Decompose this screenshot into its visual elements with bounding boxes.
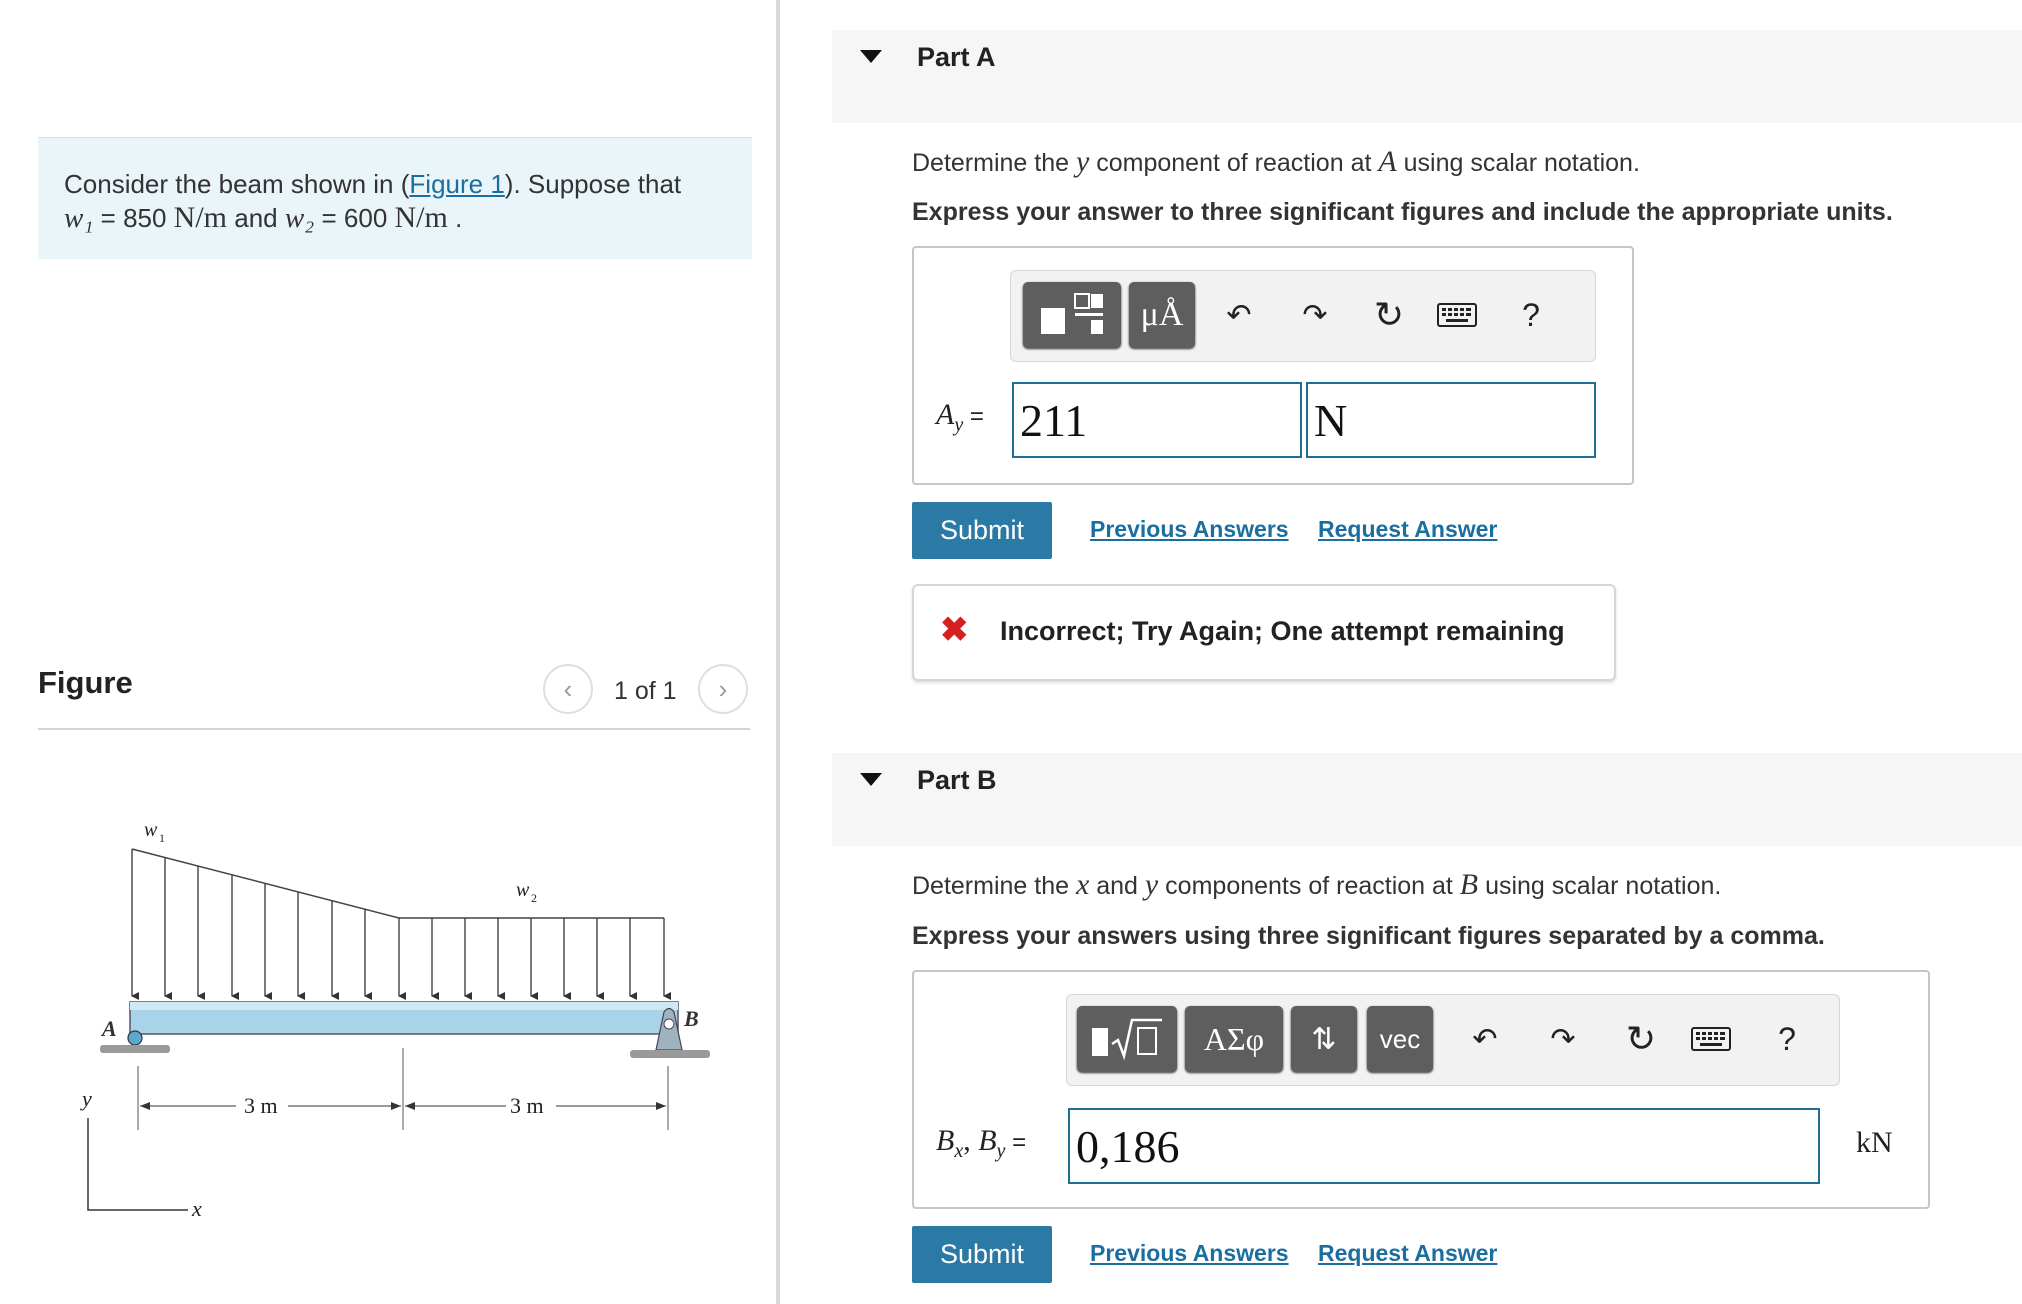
w1-unit: N/m — [173, 201, 228, 234]
part-a-previous-answers-link[interactable]: Previous Answers — [1090, 516, 1289, 542]
intro-text-pre: Consider the beam shown in ( — [64, 169, 410, 199]
collapse-triangle-icon[interactable] — [860, 773, 882, 786]
figure-link[interactable]: Figure 1 — [409, 169, 505, 199]
templates-icon — [1037, 290, 1107, 340]
q-var: y — [1075, 145, 1090, 178]
redo-icon[interactable]: ↷ — [1550, 1022, 1576, 1056]
x-axis-label: x — [192, 1196, 202, 1221]
collapse-triangle-icon[interactable] — [860, 50, 882, 63]
arrows-button[interactable]: ⇅ — [1291, 1006, 1357, 1072]
q-text: using scalar notation. — [1478, 872, 1722, 900]
part-b-value-input[interactable]: 0,186 — [1068, 1108, 1820, 1184]
point-a-label: A — [102, 1016, 117, 1041]
templates-button[interactable] — [1023, 282, 1121, 348]
roller-support-a — [128, 1031, 142, 1045]
pin-b — [664, 1019, 674, 1029]
dim-label-2: 3 m — [510, 1093, 544, 1118]
part-a-unit-input[interactable]: N — [1306, 382, 1596, 458]
part-a-submit-button[interactable]: Submit — [912, 502, 1052, 559]
label-a-sub: y — [954, 414, 964, 436]
ground-b — [630, 1050, 710, 1058]
part-b-question — [912, 868, 1721, 902]
part-b-input-label — [936, 1124, 1026, 1163]
w1-label-sub: 1 — [159, 831, 165, 845]
prev-figure-button[interactable] — [543, 664, 593, 714]
w1-label: w — [144, 819, 158, 841]
q-text: Determine the — [912, 149, 1076, 177]
keyboard-icon[interactable] — [1437, 303, 1477, 332]
w2-label-sub: 2 — [531, 891, 537, 905]
chevron-left-icon: ‹ — [563, 673, 573, 704]
w2-value: = 600 — [314, 203, 395, 233]
y-axis-label: y — [82, 1086, 92, 1111]
part-a-title: Part A — [917, 42, 996, 72]
label-eq: = — [963, 403, 984, 430]
label-by: B — [978, 1124, 997, 1157]
problem-intro-box — [38, 137, 752, 259]
part-b-title: Part B — [917, 765, 997, 795]
label-comma: , — [963, 1124, 979, 1157]
part-a-answer-box — [912, 246, 1634, 485]
w1-value: = 850 — [93, 203, 174, 233]
load-profile — [132, 849, 664, 918]
label-bx-sub: x — [954, 1140, 964, 1162]
figure-separator — [38, 728, 750, 730]
q-text: components of reaction at — [1158, 872, 1460, 900]
chevron-right-icon: › — [718, 673, 728, 704]
w2-label: w — [516, 879, 530, 901]
undo-icon[interactable]: ↶ — [1226, 298, 1252, 332]
part-b-toolbar — [1066, 994, 1840, 1086]
point-b-label: B — [684, 1006, 699, 1031]
part-a-question — [912, 145, 1640, 179]
part-b-request-answer-link[interactable]: Request Answer — [1318, 1240, 1498, 1266]
incorrect-x-icon: ✖ — [940, 611, 969, 649]
reset-icon[interactable]: ↻ — [1625, 1018, 1657, 1059]
part-a-value-input[interactable]: 211 — [1012, 382, 1302, 458]
part-b-answer-box — [912, 970, 1930, 1209]
dim-label-1: 3 m — [244, 1093, 278, 1118]
part-b-previous-answers-link[interactable]: Previous Answers — [1090, 1240, 1289, 1266]
q-text: Determine the — [912, 872, 1076, 900]
feedback-text: Incorrect; Try Again; One attempt remaining — [1000, 616, 1565, 646]
label-a: A — [936, 398, 955, 431]
intro-text-post: ). Suppose that — [504, 169, 682, 199]
part-a-feedback — [912, 584, 1616, 681]
q-point: A — [1378, 145, 1397, 178]
q-text: component of reaction at — [1089, 149, 1379, 177]
q-text: and — [1089, 872, 1145, 900]
q-point: B — [1459, 868, 1479, 901]
label-by-sub: y — [996, 1140, 1006, 1162]
w1-symbol: w₁ — [64, 202, 94, 234]
next-figure-button[interactable] — [698, 664, 748, 714]
q-var-x: x — [1075, 868, 1090, 901]
part-a-header[interactable] — [832, 30, 2022, 123]
label-bx: B — [936, 1124, 955, 1157]
help-icon[interactable]: ? — [1778, 1020, 1796, 1057]
part-b-unit-label: kN — [1856, 1126, 1893, 1159]
redo-icon[interactable]: ↷ — [1302, 298, 1328, 332]
panel-divider — [776, 0, 780, 1304]
problem-statement — [64, 168, 744, 235]
radical-template-icon — [1088, 1014, 1166, 1064]
part-a-input-label — [936, 398, 984, 437]
w2-unit: N/m — [394, 201, 448, 234]
coordinate-axes — [88, 1118, 188, 1210]
part-a-toolbar — [1010, 270, 1596, 362]
w2-symbol: w₂ — [284, 202, 315, 234]
intro-end: . — [447, 203, 463, 233]
and-text: and — [227, 203, 285, 233]
undo-icon[interactable]: ↶ — [1472, 1022, 1498, 1056]
beam-highlight — [130, 1002, 678, 1010]
greek-symbols-button[interactable]: ΑΣφ — [1185, 1006, 1283, 1072]
part-b-submit-button[interactable]: Submit — [912, 1226, 1052, 1283]
beam-figure — [60, 800, 720, 1230]
part-b-header[interactable] — [832, 753, 2022, 846]
help-icon[interactable]: ? — [1522, 296, 1540, 333]
figure-title: Figure — [38, 665, 133, 700]
keyboard-icon[interactable] — [1691, 1027, 1731, 1056]
vector-button[interactable]: vec — [1367, 1006, 1433, 1072]
part-a-instruction: Express your answer to three significant figures and include the appropriate units. — [912, 198, 1893, 226]
load-arrows — [132, 849, 664, 996]
q-text: using scalar notation. — [1396, 149, 1640, 177]
reset-icon[interactable]: ↻ — [1373, 294, 1405, 335]
part-b-instruction: Express your answers using three significant figures separated by a comma. — [912, 922, 1825, 950]
units-button[interactable]: μÅ — [1129, 282, 1195, 348]
q-var-y: y — [1144, 868, 1159, 901]
label-eq: = — [1005, 1129, 1027, 1156]
figure-pager: 1 of 1 — [614, 677, 677, 705]
ground-a — [100, 1045, 170, 1053]
templates-button[interactable] — [1077, 1006, 1177, 1072]
part-a-request-answer-link[interactable]: Request Answer — [1318, 516, 1498, 542]
